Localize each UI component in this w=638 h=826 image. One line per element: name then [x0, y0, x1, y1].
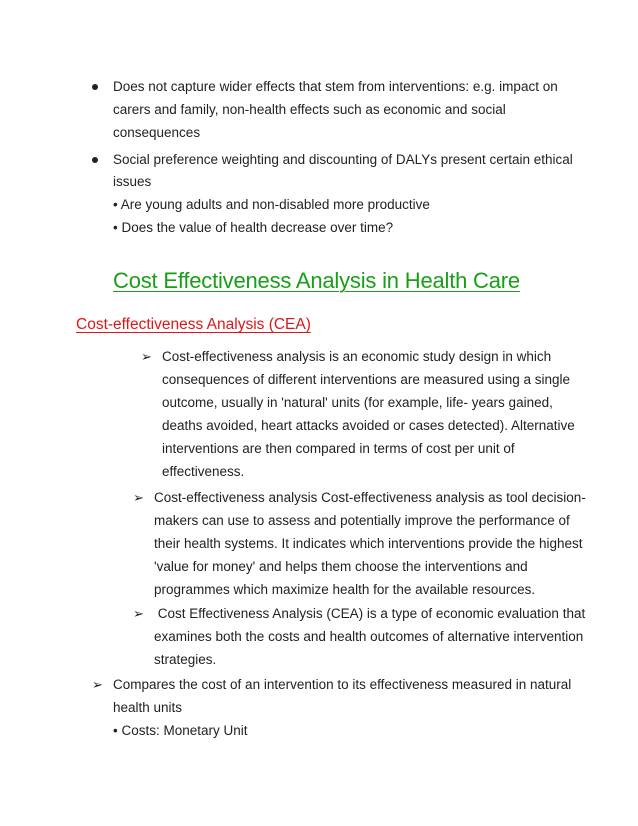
- arrow-bullet-icon: ➢: [92, 677, 103, 692]
- arrow-item-line: deaths avoided, heart attacks avoided or cases detected). Alternative: [162, 418, 575, 433]
- arrow-item-line: health units: [113, 700, 183, 715]
- arrow-item-line: interventions are then compared in terms of cost per unit of: [162, 441, 515, 456]
- subsection-heading: Cost-effectiveness Analysis (CEA): [76, 316, 311, 333]
- bullet-text-line: issues: [113, 174, 152, 189]
- arrow-item-line: their health systems. It indicates which interventions provide the highest: [154, 536, 583, 551]
- bullet-text-line: consequences: [113, 125, 201, 140]
- arrow-item-line: Cost Effectiveness Analysis (CEA) is a type of economic evaluation that: [154, 606, 586, 621]
- section-heading: Cost Effectiveness Analysis in Health Care: [113, 268, 520, 293]
- arrow-item-line: Cost-effectiveness analysis Cost-effectiveness analysis as tool decision-: [154, 490, 586, 505]
- arrow-bullet-icon: ➢: [141, 349, 152, 364]
- arrow-item-line: outcome, usually in 'natural' units (for example, life- years gained,: [162, 395, 553, 410]
- arrow-item-line: strategies.: [154, 652, 217, 667]
- arrow-item-line: examines both the costs and health outcomes of alternative intervention: [154, 629, 584, 644]
- arrow-item-line: makers can use to assess and potentially improve the performance of: [154, 513, 570, 528]
- arrow-item-line: Compares the cost of an intervention to its effectiveness measured in natural: [113, 677, 572, 692]
- arrow-item-line: Cost-effectiveness analysis is an economic study design in which: [162, 349, 552, 364]
- arrow-item-line: effectiveness.: [162, 464, 245, 479]
- bullet-text-line: carers and family, non-health effects such as economic and social: [113, 102, 506, 117]
- bullet-dot: [92, 84, 98, 90]
- bullet-text-line: Social preference weighting and discounting of DALYs present certain ethical: [113, 152, 573, 167]
- arrow-bullet-icon: ➢: [133, 606, 144, 621]
- sub-bullet-line: • Are young adults and non-disabled more productive: [113, 197, 430, 212]
- sub-bullet-line: • Does the value of health decrease over time?: [113, 220, 394, 235]
- arrow-bullet-icon: ➢: [133, 490, 144, 505]
- arrow-item-line: 'value for money' and helps them choose the interventions and: [154, 559, 528, 574]
- bullet-dot: [92, 157, 98, 163]
- arrow-item-line: consequences of different interventions are measured using a single: [162, 372, 571, 387]
- arrow-item-line: programmes which maximize health for the available resources.: [154, 582, 536, 597]
- bullet-text-line: Does not capture wider effects that stem from interventions: e.g. impact on: [113, 79, 558, 94]
- sub-bullet-line: • Costs: Monetary Unit: [113, 723, 248, 738]
